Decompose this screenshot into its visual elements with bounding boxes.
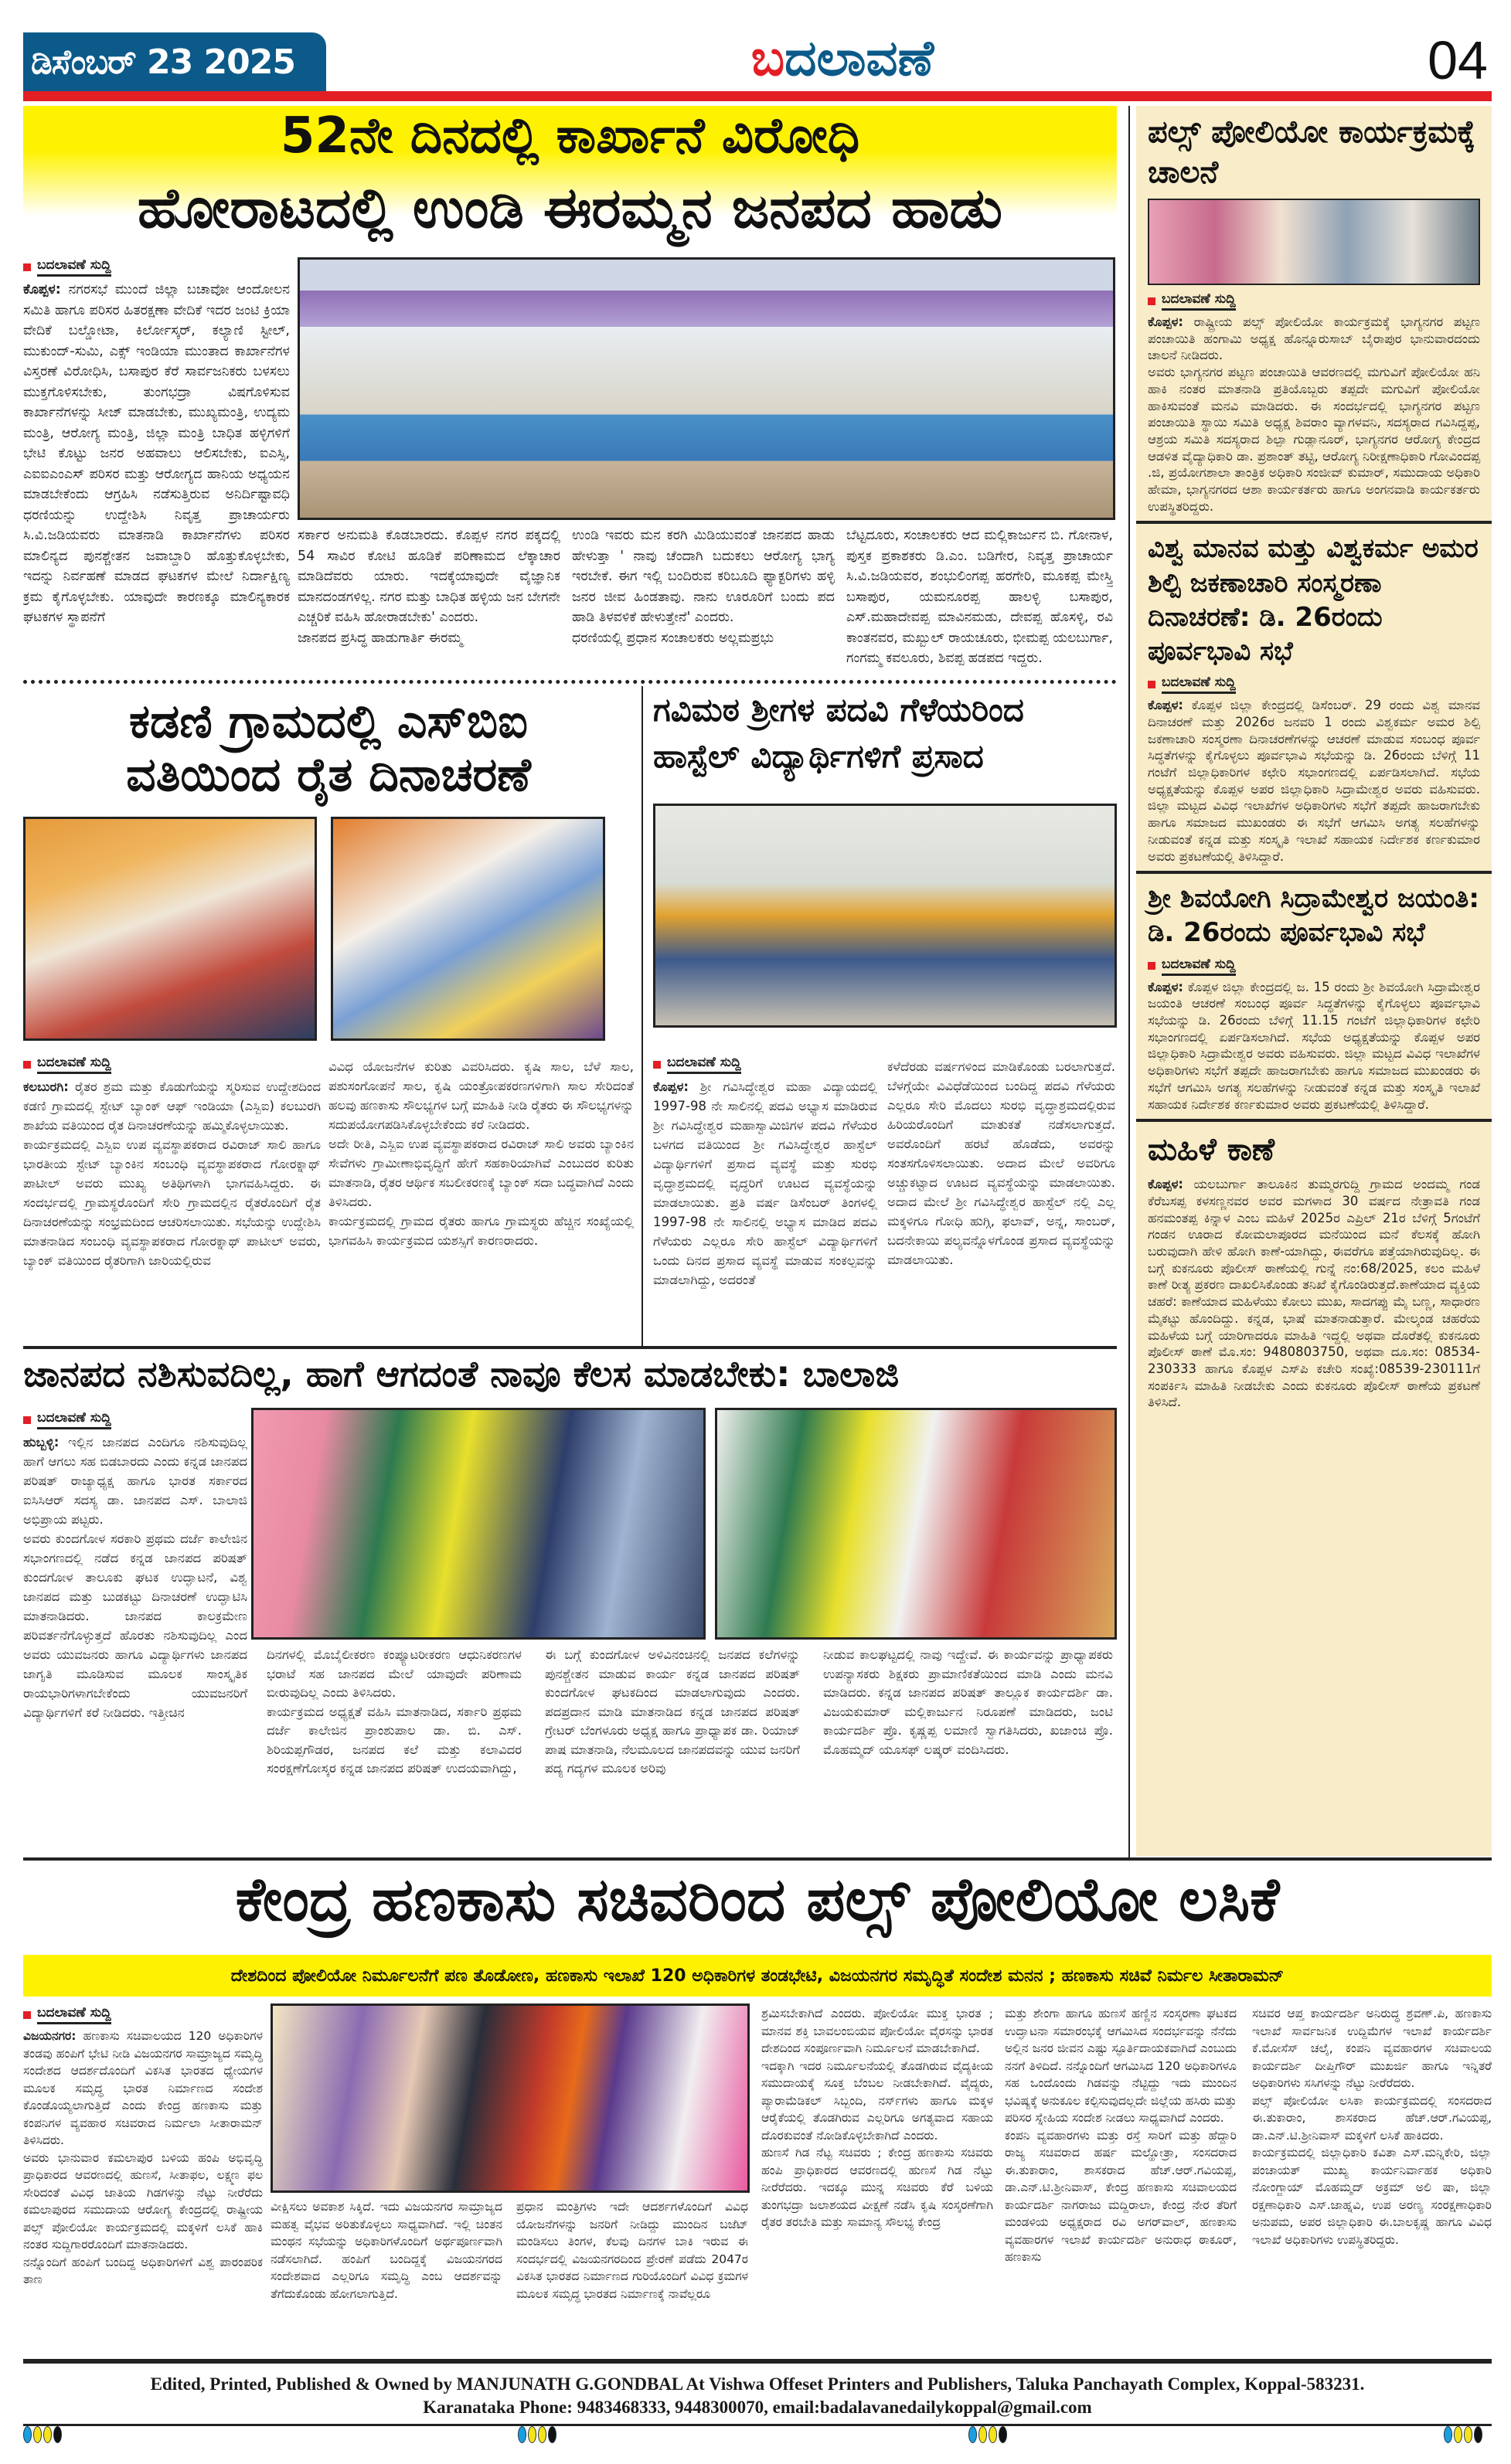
vishwa-article: ಬದಲಾವಣೆ ಸುದ್ದಿ ಕೊಪ್ಪಳ: ಕೊಪ್ಪಳ ಜಿಲ್ಲಾ ಕೇಂದ್ರದಲ್ಲಿ ಡಿಸೆಂಬರ್. 29 ರಂದು ವಿಶ್ವ ಮಾನವ ದಿನಾಚರಣೆ ಮತ್ತು 2026ರ ಜನವರಿ 1 ರಂದು ವಿಶ್ವಕರ್ಮ ಅಮರ ಶಿಲ್ಪಿ ಜಕಣಾಚಾರಿ ಸಂಸ್ಮರಣಾ ದಿನಾಚರಣೆಗಳನ್ನು ಆಚರಣೆ ಮಾಡುವ ಸಂಬಂಧ ಪೂರ್ವ ಸಿದ್ಧತೆಗಳನ್ನು ಕೈಗೊಳ್ಳಲು ಪೂರ್ವಭಾವಿ ಸಭೆಯನ್ನು ಡಿ. 26ರಂದು ಬೆಳಿಗ್ಗೆ 11 ಗಂಟೆಗೆ ಜಿಲ್ಲಾಧಿಕಾರಿಗಳ ಕಛೇರಿ ಸಭಾಂಗಣದಲ್ಲಿ ಏರ್ಪಡಿಸಲಾಗಿದೆ. ಸಭೆಯ ಅಧ್ಯಕ್ಷತೆಯನ್ನು ಕೊಪ್ಪಳ ಅಪರ ಜಿಲ್ಲಾಧಿಕಾರಿ ಸಿದ್ರಾಮೇಶ್ವರ ಅವರು ವಹಿಸುವರು. ಜಿಲ್ಲಾ ಮಟ್ಟದ ವಿವಿಧ ಇಲಾಖೆಗಳ ಅಧಿಕಾರಿಗಳು ಸಭೆಗೆ ತಪ್ಪದೇ ಹಾಜರಾಗಬೇಕು ಹಾಗೂ ಸಮಾಜದ ಮುಖಂಡರು ಈ ಸಭೆಗೆ ಆಗಮಿಸಿ ಅಗತ್ಯ ಸಲಹೆಗಳನ್ನು ನೀಡುವಂತೆ ಕನ್ನಡ ಮತ್ತು ಸಂಸ್ಕೃತಿ ಇಲಾಖೆ ಸಹಾಯಕ ನಿರ್ದೇಶಕ ಕರ್ಣಕುಮಾರ ಅವರು ಪ್ರಕಟಣೆಯಲ್ಲಿ ತಿಳಿಸಿದ್ದಾರೆ. — [1148, 675, 1480, 864]
gavimath-headline — [653, 692, 1117, 776]
sidebar — [1136, 106, 1492, 1856]
kendra-text-col2: ವೀಕ್ಷಿಸಲು ಅವಕಾಶ ಸಿಕ್ಕಿದೆ. ಇದು ವಿಜಯನಗರ ಸಾಮ್ರಾಜ್ಯದ ಮಹತ್ವ ವೈಭವ ಅರಿತುಕೊಳ್ಳಲು ಸಾಧ್ಯವಾಗಿದೆ. ಇಲ್ಲಿ ಚಿಂತನ ಮಂಥನ ಸಭೆಯನ್ನು ಅಧಿಕಾರಿಗಳೊಂದಿಗೆ ಅರ್ಥಪೂರ್ಣವಾಗಿ ನಡೆಸಲಾಗಿದೆ. ಹಂಪಿಗೆ ಬಂದಿದ್ದಕ್ಕೆ ವಿಜಯನಗರದ ಸಂದೇಶವಾದ ಎಲ್ಲರಿಗೂ ಸಮೃದ್ಧಿ ಎಂಬ ಆದರ್ಶವನ್ನು ತೆಗೆದುಕೊಂಡು ಹೋಗಲಾಗುತ್ತಿದೆ. — [271, 2200, 502, 2301]
byline: ಬದಲಾವಣೆ ಸುದ್ದಿ — [1148, 675, 1480, 694]
gavimath-headline-line1: ಗವಿಮಠ ಶ್ರೀಗಳ ಪದವಿ ಗೆಳೆಯರಿಂದ — [653, 691, 1024, 729]
janapada-certificate-photo — [715, 1408, 1117, 1640]
janapada-text-col1: ಬದಲಾವಣೆ ಸುದ್ದಿ ಹುಬ್ಬಳ್ಳಿ: ಇಲ್ಲಿನ ಜಾನಪದ ಎಂದಿಗೂ ನಶಿಸುವುದಿಲ್ಲ ಹಾಗೆ ಆಗಲು ಸಹ ಬಿಡಬಾರದು ಎಂದು ಕನ್ನಡ ಜಾನಪದ ಪರಿಷತ್ ರಾಜ್ಯಾಧ್ಯಕ್ಷ ಹಾಗೂ ಭಾರತ ಸರ್ಕಾರದ ಐಸಿಸಿಆರ್ ಸದಸ್ಯ ಡಾ. ಜಾನಪದ ಎಸ್. ಬಾಲಾಜಿ ಅಭಿಪ್ರಾಯ ಪಟ್ಟರು. ಅವರು ಕುಂದಗೋಳ ಸರಕಾರಿ ಪ್ರಥಮ ದರ್ಜೆ ಕಾಲೇಜಿನ ಸಭಾಂಗಣದಲ್ಲಿ ನಡೆದ ಕನ್ನಡ ಜಾನಪದ ಪರಿಷತ್ ಕುಂದಗೋಳ ತಾಲೂಕು ಘಟಕ ಉದ್ಘಾಟನೆ, ವಿಶ್ವ ಜಾನಪದ ಮತ್ತು ಬುಡಕಟ್ಟು ದಿನಾಚರಣೆ ಉದ್ಘಾಟಿಸಿ ಮಾತನಾಡಿದರು. ಜಾನಪದ ಕಾಲಕ್ರಮೇಣ ಪರಿವರ್ತನೆಗೊಳ್ಳುತ್ತದೆ ಹೊರತು ನಶಿಸುವುದಿಲ್ಲ ಎಂದ ಅವರು ಯುವಜನರು ಹಾಗೂ ವಿದ್ಯಾರ್ಥಿಗಳು ಜಾನಪದ ಜಾಗೃತಿ ಮೂಡಿಸುವ ಮೂಲಕ ಸಾಂಸ್ಕೃತಿಕ ರಾಯಭಾರಿಗಳಾಗಬೇಕೆಂದು ಯುವಜನರಿಗೆ ವಿದ್ಯಾರ್ಥಿಗಳಿಗೆ ಕರೆ ನೀಡಿದರು. ಇತ್ತೀಚಿನ — [23, 1410, 247, 1720]
byline: ಬದಲಾವಣೆ ಸುದ್ದಿ — [653, 1055, 877, 1074]
polio-side-headline: ಪಲ್ಸ್ ಪೋಲಿಯೋ ಕಾರ್ಯಕ್ರಮಕ್ಕೆ ಚಾಲನೆ — [1148, 114, 1475, 190]
lead-text-col1 — [23, 257, 290, 675]
missing-headline: ಮಹಿಳೆ ಕಾಣೆ — [1148, 1132, 1275, 1168]
divider — [1136, 1119, 1492, 1122]
vishwa-headline: ವಿಶ್ವ ಮಾನವ ಮತ್ತು ವಿಶ್ವಕರ್ಮ ಅಮರ ಶಿಲ್ಪಿ ಜಕಣಾಚಾರಿ ಸಂಸ್ಮರಣಾ ದಿನಾಚರಣೆ: ಡಿ. 26ರಂದು ಪೂರ್ವಭಾವಿ ಸಭೆ — [1148, 533, 1479, 667]
byline: ಬದಲಾವಣೆ ಸುದ್ದಿ — [1148, 957, 1480, 976]
imprint-line2: Karanataka Phone: 9483468333, 9448300070, email:badalavanedailykoppal@gmail.com — [423, 2398, 1092, 2417]
lead-protest-photo — [298, 257, 1115, 520]
registration-marks-3 — [968, 2426, 1007, 2443]
janapada-plant-photo — [251, 1408, 706, 1640]
janapada-text-col4: ನೀಡುವ ಕಾಲಘಟ್ಟದಲ್ಲಿ ನಾವು ಇದ್ದೇವೆ. ಈ ಕಾರ್ಯವನ್ನು ಪ್ರಾಧ್ಯಾಪಕರು ಉಪನ್ಯಾಸಕರು ಶಿಕ್ಷಕರು ಪ್ರಾಮಾಣಿಕತೆಯಿಂದ ಮಾಡಿ ಎಂದು ಮನವಿ ಮಾಡಿದರು. ಕನ್ನಡ ಜಾನಪದ ಪರಿಷತ್ ತಾಲ್ಲೂಕ ಕಾರ್ಯದರ್ಶಿ ಡಾ. ವಿಜಯಕುಮಾರ್ ಮಲ್ಲಿಕಾರ್ಜುನ ನಿರೂಪಣೆ ಮಾಡಿದರು, ಜಂಟಿ ಕಾರ್ಯದರ್ಶಿ ಪ್ರೊ. ಕೃಷ್ಣಪ್ಪ ಲಮಾಣಿ ಸ್ವಾಗತಿಸಿದರು, ಖಜಾಂಚಿ ಪ್ರೊ. ಮೊಹಮ್ಮದ್ ಯೂಸಫ್ ಲಷ್ಕರ್ ವಂದಿಸಿದರು. — [823, 1647, 1113, 1757]
kendra-headline: ಕೇಂದ್ರ ಹಣಕಾಸು ಸಚಿವರಿಂದ ಪಲ್ಸ್ ಪೋಲಿಯೋ ಲಸಿಕೆ — [235, 1865, 1280, 1935]
kendra-text-col1: ಬದಲಾವಣೆ ಸುದ್ದಿ ವಿಜಯನಗರ: ಹಣಕಾಸು ಸಚಿವಾಲಯದ 120 ಅಧಿಕಾರಿಗಳ ತಂಡವು ಹಂಪಿಗೆ ಭೇಟಿ ನೀಡಿ ವಿಜಯನಗರ ಸಾಮ್ರಾಜ್ಯದ ಸಮೃದ್ಧಿ ಸಂದೇಶದ ಆದರ್ಶದೊಂದಿಗೆ ವಿಕಸಿತ ಭಾರತದ ಧ್ಯೇಯಗಳ ಮೂಲಕ ಸಮೃದ್ಧ ಭಾರತ ನಿರ್ಮಾಣದ ಸಂದೇಶ ಕೊಂಡೊಯ್ಯಲಾಗುತ್ತಿದೆ ಎಂದು ಕೇಂದ್ರ ಹಣಕಾಸು ಮತ್ತು ಕಂಪನಿಗಳ ವ್ಯವಹಾರ ಸಚಿವರಾದ ನಿರ್ಮಲಾ ಸೀತಾರಾಮನ್ ತಿಳಿಸಿದರು. ಅವರು ಭಾನುವಾರ ಕಮಲಾಪುರ ಬಳಿಯ ಹಂಪಿ ಅಭಿವೃದ್ಧಿ ಪ್ರಾಧಿಕಾರದ ಆವರಣದಲ್ಲಿ ಹುಣಸೆ, ಸೀತಾಫಲ, ಲಕ್ಷ್ಮಣ ಫಲ ಸೇರಿದಂತೆ ವಿವಿಧ ಜಾತಿಯ ಗಿಡಗಳನ್ನು ನೆಟ್ಟು ನೀರೆರೆದು ಕಮಲಾಪುರದ ಸಮುದಾಯ ಆರೋಗ್ಯ ಕೇಂದ್ರದಲ್ಲಿ ರಾಷ್ಟ್ರೀಯ ಪಲ್ಸ್ ಪೋಲಿಯೋ ಕಾರ್ಯಕ್ರಮದಲ್ಲಿ ಮಕ್ಕಳಿಗೆ ಲಸಿಕೆ ಹಾಕಿ ನಂತರ ಸುದ್ದಿಗಾರರೊಂದಿಗೆ ಮಾತನಾಡಿದರು. ನನ್ನೊಂದಿಗೆ ಹಂಪಿಗೆ ಬಂದಿದ್ದ ಅಧಿಕಾರಿಗಳಿಗೆ ವಿಶ್ವ ಪಾರಂಪರಿಕ ತಾಣ — [23, 2005, 263, 2286]
kadani-text-col1: ಬದಲಾವಣೆ ಸುದ್ದಿ ಕಲಬುರಗಿ: ರೈತರ ಶ್ರಮ ಮತ್ತು ಕೊಡುಗೆಯನ್ನು ಸ್ಮರಿಸುವ ಉದ್ದೇಶದಿಂದ ಕಡಣಿ ಗ್ರಾಮದಲ್ಲಿ ಸ್ಟೇಟ್ ಬ್ಯಾಂಕ್ ಆಫ್ ಇಂಡಿಯಾ (ಎಸ್ಬಿಐ) ಕಲಬುರಗಿ ಶಾಖೆಯ ವತಿಯಿಂದ ರೈತ ದಿನಾಚರಣೆಯನ್ನು ಹಮ್ಮಿಕೊಳ್ಳಲಾಯಿತು. ಕಾರ್ಯಕ್ರಮದಲ್ಲಿ ಎಸ್ಬಿಐ ಉಪ ವ್ಯವಸ್ಥಾಪಕರಾದ ರವಿರಾಜ್ ಸಾಲಿ ಹಾಗೂ ಭಾರತೀಯ ಸ್ಟೇಟ್ ಬ್ಯಾಂಕಿನ ಸಂಬಂಧಿ ವ್ಯವಸ್ಥಾಪಕರಾದ ಗೋರಕ್ನಾಥ್ ಪಾಟೀಲ್ ಅವರು ಮುಖ್ಯ ಅತಿಥಿಗಳಾಗಿ ಭಾಗವಹಿಸಿದ್ದರು. ಈ ಸಂದರ್ಭದಲ್ಲಿ ಗ್ರಾಮಸ್ಥರೊಂದಿಗೆ ಸೇರಿ ಗ್ರಾಮದಲ್ಲಿನ ರೈತರೊಂದಿಗೆ ರೈತ ದಿನಾಚರಣೆಯನ್ನು ಸಂಭ್ರಮದಿಂದ ಆಚರಿಸಲಾಯಿತು. ಸಭೆಯನ್ನು ಉದ್ದೇಶಿಸಿ ಮಾತನಾಡಿದ ಸಂಬಂಧಿ ವ್ಯವಸ್ಥಾಪಕರಾದ ಗೋರಕ್ನಾಥ್ ಪಾಟೀಲ್ ಅವರು, ಬ್ಯಾಂಕ್ ವತಿಯಿಂದ ರೈತರಿಗಾಗಿ ಜಾರಿಯಲ್ಲಿರುವ — [23, 1055, 321, 1268]
kadani-headline-line2: ವತಿಯಿಂದ ರೈತ ದಿನಾಚರಣೆ — [126, 748, 531, 802]
sidebar-vrule — [1128, 106, 1130, 1860]
imprint-line1: Edited, Printed, Published & Owned by MANJUNATH G.GONDBAL At Vishwa Offeset Printers and Publishers, Taluka Panchayath Complex, Koppal-583231. — [150, 2374, 1365, 2394]
date-badge: ಡಿಸೆಂಬರ್ 23 2025 — [23, 32, 326, 91]
kendra-text-col3: ಪ್ರಧಾನ ಮಂತ್ರಿಗಳು ಇದೇ ಆದರ್ಶಗಳೊಂದಿಗೆ ವಿವಿಧ ಯೋಜನೆಗಳನ್ನು ಜನರಿಗೆ ನೀಡಿದ್ದು ಮುಂದಿನ ಬಜೆಟ್ ಮಂಡಿಸಲು ತಿಂಗಳ, ಕೆಲವು ದಿನಗಳ ಬಾಕಿ ಇರುವ ಈ ಸಂದರ್ಭದಲ್ಲಿ ವಿಜಯನಗರದಿಂದ ಪ್ರೇರಣೆ ಪಡೆದು 2047ರ ವಿಕಸಿತ ಭಾರತದ ನಿರ್ಮಾಣದ ಗುರಿಯೊಂದಿಗೆ ವಿವಿಧ ಕ್ರಮಗಳ ಮೂಲಕ ಸಮೃದ್ಧ ಭಾರತದ ನಿರ್ಮಾಣಕ್ಕೆ ನಾವೆಲ್ಲರೂ — [516, 2200, 748, 2301]
kendra-text-col5: ಮತ್ತು ಶೇಂಗಾ ಹಾಗೂ ಹುಣಸೆ ಹಣ್ಣಿನ ಸಂಸ್ಕರಣಾ ಘಟಕದ ಉದ್ಘಾಟನಾ ಸಮಾರಂಭಕ್ಕೆ ಆಗಮಿಸಿದ ಸಂದರ್ಭವನ್ನು ನೆನೆದು ಅಲ್ಲಿನ ಜನರ ಜೀವನ ಎಷ್ಟು ಸ್ಫೂರ್ತಿದಾಯಕವಾಗಿದೆ ಎಂಬುದು ನನಗೆ ತಿಳಿದಿದೆ. ನನ್ನೊಂದಿಗೆ ಆಗಮಿಸಿದ 120 ಅಧಿಕಾರಿಗಳೂ ಸಹ ಒಂದೊಂದು ಗಿಡವನ್ನು ನೆಟ್ಟಿದ್ದು ಇದು ಮುಂದಿನ ಭವಿಷ್ಯಕ್ಕೆ ಅನುಕೂಲ ಕಲ್ಪಿಸುವುದಲ್ಲದೇ ಜಿಲ್ಲೆಯ ಹಸಿರು ಮತ್ತು ಪರಿಸರ ಸ್ನೇಹಿಯ ಸಂದೇಶ ನೀಡಲು ಸಾಧ್ಯವಾಗಿದೆ ಎಂದರು. ಕಂಪನಿ ವ್ಯವಹಾರಗಳು ಮತ್ತು ರಸ್ತೆ ಸಾರಿಗೆ ಮತ್ತು ಹೆದ್ದಾರಿ ರಾಜ್ಯ ಸಚಿವರಾದ ಹರ್ಷ ಮಲ್ಹೋತ್ರಾ, ಸಂಸದರಾದ ಈ.ತುಕಾರಾಂ, ಶಾಸಕರಾದ ಹೆಚ್.ಆರ್.ಗವಿಯಪ್ಪ, ಡಾ.ಎನ್.ಟಿ.ಶ್ರೀನಿವಾಸ್, ಕೇಂದ್ರ ಹಣಕಾಸು ಸಚಿವಾಲಯದ ಕಾರ್ಯದರ್ಶಿ ನಾಗರಾಜು ಮದ್ದಿರಾಲಾ, ಕೇಂದ್ರ ನೇರ ತೆರಿಗೆ ಮಂಡಳಿಯ ಅಧ್ಯಕ್ಷರಾದ ರವಿ ಅಗರ್‌ವಾಲ್, ಹಣಕಾಸು ವ್ಯವಹಾರಗಳ ಇಲಾಖೆ ಕಾರ್ಯದರ್ಶಿ ಅನುರಾಧ ಠಾಕೂರ್, ಹಣಕಾಸು — [1005, 2007, 1237, 2264]
byline: ಬದಲಾವಣೆ ಸುದ್ದಿ — [23, 2005, 263, 2024]
bottom-rule — [23, 2424, 1492, 2426]
lead-headline-line2: ಹೋರಾಟದಲ್ಲಿ ಉಂಡಿ ಈರಮ್ಮನ ಜನಪದ ಹಾಡು — [137, 175, 1003, 240]
divider — [1136, 521, 1492, 524]
page-number: 04 — [1428, 30, 1488, 90]
gavimath-hostel-photo — [653, 804, 1117, 1028]
janapada-headline: ಜಾನಪದ ನಶಿಸುವದಿಲ್ಲ, ಹಾಗೆ ಆಗದಂತೆ ನಾವೂ ಕೆಲಸ ಮಾಡಬೇಕು: ಬಾಲಾಜಿ — [23, 1353, 900, 1395]
article-text: ನಗರಸಭೆ ಮುಂದೆ ಜಿಲ್ಲಾ ಬಚಾವೋ ಆಂದೋಲನ ಸಮಿತಿ ಹಾಗೂ ಪರಿಸರ ಹಿತರಕ್ಷಣಾ ವೇದಿಕೆ ಇದರ ಜಂಟಿ ಕ್ರಿಯಾ ವೇದಿಕೆ ಬಲ್ಡೋಟಾ, ಕಿರ್ಲೋಸ್ಕರ್, ಕಲ್ಯಾಣಿ ಸ್ಟೀಲ್, ಮುಕುಂದ್-ಸುಮಿ, ಎಕ್ಸ್ ಇಂಡಿಯಾ ಮುಂತಾದ ಕಾರ್ಖಾನೆಗಳ ವಿಸ್ತರಣೆ ವಿರೋಧಿಸಿ, ಬಸಾಪುರ ಕೆರೆ ಸಾರ್ವಜನಿಕರು ಬಳಸಲು ಮುಕ್ತಗೊಳಿಸಬೇಕು, ತುಂಗಭದ್ರಾ ವಿಷಗೊಳಿಸುವ ಕಾರ್ಖಾನೆಗಳನ್ನು ಸೀಜ್ ಮಾಡಬೇಕು, ಮುಖ್ಯಮಂತ್ರಿ, ಉದ್ಯಮ ಮಂತ್ರಿ, ಆರೋಗ್ಯ ಮಂತ್ರಿ, ಜಿಲ್ಲಾ ಮಂತ್ರಿ ಬಾಧಿತ ಹಳ್ಳಿಗಳಿಗೆ ಭೇಟಿ ಕೊಟ್ಟು ಜನರ ಅಹವಾಲು ಆಲಿಸಬೇಕು, ಐಎಸ್ಸಿ, ಎಐಐಎಂಎಸ್ ಪರಿಸರ ಮತ್ತು ಆರೋಗ್ಯದ ಹಾನಿಯ ಅಧ್ಯಯನ ಮಾಡಬೇಕೆಂದು ಆಗ್ರಹಿಸಿ ನಡೆಸುತ್ತಿರುವ ಅನಿರ್ದಿಷ್ಟಾವಧಿ ಧರಣಿಯನ್ನು ಉದ್ದೇಶಿಸಿ ನಿವೃತ್ತ ಪ್ರಾಚಾರ್ಯರು ಸಿ.ವಿ.ಜಡಿಯವರು ಮಾತನಾಡಿ ಕಾರ್ಖಾನೆಗಳು ಪರಿಸರ ಮಾಲಿನ್ಯದ ಪುನಶ್ಚೇತನ ಜವಾಬ್ದಾರಿ ಹೊತ್ತುಕೊಳ್ಳಬೇಕು, ಇದನ್ನು ನಿರ್ವಹಣೆ ಮಾಡದ ಘಟಕಗಳ ಮೇಲೆ ನಿರ್ದಾಕ್ಷಿಣ್ಯ ಕ್ರಮ ಕೈಗೊಳ್ಳಬೇಕು. ಯಾವುದೇ ಕಾರಣಕ್ಕೂ ಮಾಲಿನ್ಯಕಾರಕ ಘಟಕಗಳ ಸ್ಥಾಪನೆಗೆ — [23, 282, 290, 625]
logo-first-letter: ಬ — [750, 30, 785, 87]
janapada-text-col3: ಈ ಬಗ್ಗೆ ಕುಂದಗೋಳ ಅಳಿವಿನಂಚಿನಲ್ಲಿ ಜನಪದ ಕಲೆಗಳನ್ನು ಪುನಶ್ಚೇತನ ಮಾಡುವ ಕಾರ್ಯ ಕನ್ನಡ ಜಾನಪದ ಪರಿಷತ್ ಕುಂದಗೋಳ ಘಟಕದಿಂದ ಮಾಡಲಾಗುವುದು ಎಂದರು. ಪದಪ್ರದಾನ ಮಾಡಿ ಮಾತನಾಡಿದ ಕನ್ನಡ ಜಾನಪದ ಪರಿಷತ್ ಗ್ರೇಟರ್ ಬೆಂಗಳೂರು ಅಧ್ಯಕ್ಷ ಹಾಗೂ ಪ್ರಾಧ್ಯಾಪಕ ಡಾ. ರಿಯಾಜ್ ಪಾಷ ಮಾತನಾಡಿ, ನೆಲಮೂಲದ ಜಾನಪದವನ್ನು ಯುವ ಜನರಿಗೆ ಪದ್ಯ ಗದ್ಯಗಳ ಮೂಲಕ ಅರಿವು — [545, 1647, 800, 1776]
divider — [23, 1346, 1117, 1349]
divider — [23, 1857, 1492, 1861]
byline: ಬದಲಾವಣೆ ಸುದ್ದಿ — [23, 257, 290, 277]
janapada-text-col2: ದಿನಗಳಲ್ಲಿ ಮೊಬೈಲೀಕರಣ ಕಂಪ್ಯೂಟರೀಕರಣ ಆಧುನಿಕರಣಗಳ ಭರಾಟೆ ಸಹ ಜಾನಪದ ಮೇಲೆ ಯಾವುದೇ ಪರಿಣಾಮ ಬೀರುವುದಿಲ್ಲ ಎಂದು ತಿಳಿಸಿದರು. ಕಾರ್ಯಕ್ರಮದ ಅಧ್ಯಕ್ಷತೆ ವಹಿಸಿ ಮಾತನಾಡಿದ, ಸರ್ಕಾರಿ ಪ್ರಥಮ ದರ್ಜೆ ಕಾಲೇಜಿನ ಪ್ರಾಂಶುಪಾಲ ಡಾ. ಬಿ. ಎಸ್. ಶಿರಿಯಪ್ಪಗೌಡರ, ಜನಪದ ಕಲೆ ಮತ್ತು ಕಲಾವಿದರ ಸಂರಕ್ಷಣೆಗೋಸ್ಕರ ಕನ್ನಡ ಜಾನಪದ ಪರಿಷತ್ ಉದಯವಾಗಿದ್ದು, — [267, 1647, 522, 1776]
masthead-red-rule — [23, 91, 1492, 101]
lead-text-col3: ಉಂಡಿ ಇವರು ಮನ ಕರಗಿ ಮಿಡಿಯುವಂತೆ ಜಾನಪದ ಹಾಡು ಹೇಳುತ್ತಾ ' ನಾವು ಚೆಂದಾಗಿ ಬದುಕಲು ಆರೋಗ್ಯ ಭಾಗ್ಯ ಇರಬೇಕೆ. ಈಗ ಇಲ್ಲಿ ಬಂದಿರುವ ಕರಿಬೂದಿ ಫ್ಯಾಕ್ಟರಿಗಳು ಹಳ್ಳಿ ಜನರ ಜೀವ ಹಿಂಡತಾವು. ನಾನು ಊರೂರಿಗೆ ಬಂದು ಪದ ಹಾಡಿ ತಿಳವಳಿಕೆ ಹೇಳುತ್ತೇನೆ' ಎಂದರು. ಧರಣಿಯಲ್ಲಿ ಪ್ರಧಾನ ಸಂಚಾಲಕರು ಅಲ್ಲಮಪ್ರಭು — [572, 528, 835, 646]
registration-marks-4 — [1444, 2426, 1482, 2443]
gavimath-text-col2: ಕಳೆದೆರಡು ವರ್ಷಗಳಿಂದ ಮಾಡಿಕೊಂಡು ಬರಲಾಗುತ್ತದೆ. ಬೆಳಗ್ಗೆಯೇ ವಿವಿಧೆಡೆಯಿಂದ ಬಂದಿದ್ದ ಪದವಿ ಗೆಳೆಯರು ಎಲ್ಲರೂ ಸೇರಿ ಮೊದಲು ಸುರಭಿ ವೃದ್ಧಾಶ್ರಮದಲ್ಲಿರುವ ಹಿರಿಯರೊಂದಿಗೆ ಮಾತುಕತೆ ನಡೆಸಲಾಗುತ್ತದೆ. ಅವರೊಂದಿಗೆ ಹರಟೆ ಹೊಡೆದು, ಅವರನ್ನು ಸಂತಸಗೊಳಿಸಲಾಯಿತು. ಅದಾದ ಮೇಲೆ ಅವರಿಗೂ ಅಚ್ಚುಕಟ್ಟಾದ ಊಟದ ವ್ಯವಸ್ಥೆಯನ್ನು ಮಾಡಲಾಯಿತು. ಅದಾದ ಮೇಲೆ ಶ್ರೀ ಗವಿಸಿದ್ಧೇಶ್ವರ ಹಾಸ್ಟೆಲ್ ನಲ್ಲಿ ಎಲ್ಲ ಮಕ್ಕಳಿಗೂ ಗೋಧಿ ಹುಗ್ಗಿ, ಫಲಾವ್, ಅನ್ನ, ಸಾಂಬರ್, ಬದನೇಕಾಯಿ ಪಲ್ಯವನ್ನೊಳಗೊಂಡ ಪ್ರಸಾದ ವ್ಯವಸ್ಥೆಯನ್ನು ಮಾಡಲಾಯಿತು. — [887, 1059, 1115, 1267]
kendra-text-col4: ಶ್ರಮಿಸಬೇಕಾಗಿದೆ ಎಂದರು. ಪೋಲಿಯೋ ಮುಕ್ತ ಭಾರತ ; ಮಾನವ ಶಕ್ತಿ ಬಾವಲಂಬಿಯವ ಪೋಲಿಯೋ ವೈರಸನ್ನು ಭಾರತ ದೇಶದಿಂದ ಸಂಪೂರ್ಣವಾಗಿ ನಿರ್ಮೂಲನೆ ಮಾಡಬೇಕಾಗಿದೆ. ಇದಕ್ಕಾಗಿ ಇದರ ನಿರ್ಮೂಲನೆಯಲ್ಲಿ ತೊಡಗಿರುವ ವೈದ್ಯಕೀಯ ಸಮುದಾಯಕ್ಕೆ ಸೂಕ್ತ ಬೆಂಬಲ ನೀಡಬೇಕಾಗಿದೆ. ವೈದ್ಯರು, ಪ್ಯಾರಾಮೆಡಿಕಲ್ ಸಿಬ್ಬಂದಿ, ನರ್ಸ್‌ಗಳು ಹಾಗೂ ಮಕ್ಕಳ ಆರೈಕೆಯಲ್ಲಿ ತೊಡಗಿರುವ ಎಲ್ಲರಿಗೂ ಅಗತ್ಯವಾದ ಸಹಾಯ ದೊರಕುವಂತೆ ನೋಡಿಕೊಳ್ಳಬೇಕಾಗಿದೆ ಎಂದರು. ಹುಣಸೆ ಗಿಡ ನೆಟ್ಟ ಸಚಿವರು ; ಕೇಂದ್ರ ಹಣಕಾಸು ಸಚಿವರು ಹಂಪಿ ಪ್ರಾಧಿಕಾರದ ಆವರಣದಲ್ಲಿ ಹುಣಸೆ ಗಿಡ ನೆಟ್ಟು ನೀರೆರೆದರು. ಇದಕ್ಕೂ ಮುನ್ನ ಸಚಿವರು ಕೆರೆ ಬಳಿಯ ತುಂಗಭದ್ರಾ ಜಲಾಶಯದ ವೀಕ್ಷಣೆ ನಡೆಸಿ ಕೃಷಿ ಸಂಸ್ಕರಣೆಗಾಗಿ ರೈತರ ತರಬೇತಿ ಮತ್ತು ಸಾಮಾನ್ಯ ಸೌಲಭ್ಯ ಕೇಂದ್ರ — [761, 2007, 993, 2229]
dateline: ಕೊಪ್ಪಳ: — [23, 282, 61, 297]
byline: ಬದಲಾವಣೆ ಸುದ್ದಿ — [23, 1410, 247, 1429]
byline: ಬದಲಾವಣೆ ಸುದ್ದಿ — [1148, 291, 1480, 311]
divider — [1136, 871, 1492, 874]
lead-text-col2: ಸರ್ಕಾರ ಅನುಮತಿ ಕೊಡಬಾರದು. ಕೊಪ್ಪಳ ನಗರ ಪಕ್ಕದಲ್ಲಿ 54 ಸಾವಿರ ಕೋಟಿ ಹೂಡಿಕೆ ಪರಿಣಾಮದ ಲೆಕ್ಕಾಚಾರ ಮಾಡಿದೆವರು ಯಾರು. ಇದಕ್ಕೆಯಾವುದೇ ವೈಜ್ಞಾನಿಕ ಮಾನದಂಡಗಳಿಲ್ಲ. ನಗರ ಮತ್ತು ಬಾಧಿತ ಹಳ್ಳಿಯ ಜನ ಬೇಗನೇ ಎಚ್ಚರಿಕೆ ವಹಿಸಿ ಹೋರಾಡಬೇಕು' ಎಂದರು. ಜಾನಪದ ಪ್ರಸಿದ್ಧ ಹಾಡುಗಾರ್ತಿ ಈರಮ್ಮ — [298, 528, 560, 646]
dotted-divider — [23, 680, 1117, 684]
kadani-photo-1 — [23, 817, 317, 1041]
logo-rest: ದಲಾವಣೆ — [784, 30, 934, 87]
lead-text-col4: ಬೆಟ್ಟದೂರು, ಸಂಚಾಲಕರು ಆದ ಮಲ್ಲಿಕಾರ್ಜುನ ಬಿ. ಗೋನಾಳ, ಪುಸ್ತಕ ಪ್ರಕಾಶಕರು ಡಿ.ಎಂ. ಬಡಿಗೇರ, ನಿವೃತ್ತ ಪ್ರಾಚಾರ್ಯ ಸಿ.ವಿ.ಜಡಿಯವರ, ಶಂಭುಲಿಂಗಪ್ಪ ಹರಗೇರಿ, ಮೂಕಪ್ಪ ಮೇಸ್ತ್ರಿ ಬಸಾಪುರ, ಯಮನೂರಪ್ಪ ಹಾಲಳ್ಳಿ ಬಸಾಪುರ, ಎಸ್.ಮಹಾದೇವಪ್ಪ ಮಾವಿನಮಡು, ದೇವಪ್ಪ ಹೊಸಳ್ಳಿ, ರವಿ ಕಾಂತನವರ, ಮಖ್ಬುಲ್ ರಾಯಚೂರು, ಭೀಮಪ್ಪ ಯಲಬುರ್ಗಾ, ಗಂಗಮ್ಮ ಕವಲೂರು, ಶಿವಪ್ಪ ಹಡಪದ ಇದ್ದರು. — [846, 528, 1113, 666]
missing-article: ಕೊಪ್ಪಳ: ಯಲಬುರ್ಗಾ ತಾಲೂಕಿನ ತುಮ್ಮರಗುದ್ದಿ ಗ್ರಾಮದ ಅಂದಮ್ಮ ಗಂಡ ಕೆರೆಬಸಪ್ಪ ಕಳಸಣ್ಣನವರ ಅವರ ಮಗಳಾದ 30 ವರ್ಷದ ನೇತ್ರಾವತಿ ಗಂಡ ಹನಮಂತಪ್ಪ ಕಿನ್ನಾಳ ಎಂಬ ಮಹಿಳೆ 2025ರ ಎಪ್ರಿಲ್ 21ರ ಬೆಳಿಗ್ಗೆ 5ಗಂಟೆಗೆ ಗಂಡನ ಊರಾದ ಕೋಮಲಾಪೂರದ ಮನೆಯಿಂದ ಮನೆ ಕೆಲಸಕ್ಕೆ ಹೋಗಿ ಬರುವುದಾಗಿ ಹೇಳಿ ಹೋಗಿ ಕಾಣೆ-ಯಾಗಿದ್ದು, ಈವರೆಗೂ ಪತ್ತೆಯಾಗಿರುವುದಿಲ್ಲ. ಈ ಬಗ್ಗೆ ಕುಕನೂರು ಪೊಲೀಸ್ ಠಾಣೆಯಲ್ಲಿ ಗುನ್ನೆ ನಂ:68/2025, ಕಲಂ ಮಹಿಳೆ ಕಾಣೆ ರೀತ್ಯ ಪ್ರಕರಣ ದಾಖಲಿಸಿಕೊಂಡು ತನಿಖೆ ಕೈಗೊಂಡಿರುತ್ತದೆ.ಕಾಣೆಯಾದ ವ್ಯಕ್ತಿಯ ಚಹರೆ: ಕಾಣೆಯಾದ ಮಹಿಳೆಯು ಕೋಲು ಮುಖ, ಸಾದಗಪ್ಪು ಮೈ ಬಣ್ಣ, ಸಾಧಾರಣ ಮೈಕಟ್ಟು ಹೊಂದಿದ್ದು. ಕನ್ನಡ, ಭಾಷೆ ಮಾತನಾಡುತ್ತಾರೆ. ಮೇಲ್ಕಂಡ ಚಹರೆಯ ಮಹಿಳೆಯ ಬಗ್ಗೆ ಯಾರಿಗಾದರೂ ಮಾಹಿತಿ ಇದ್ದಲ್ಲಿ ಅಥವಾ ದೊರೆತಲ್ಲಿ ಕುಕನೂರು ಪೊಲೀಸ್ ಠಾಣೆ ಮೊ.ಸಂ: 9480803750, ಅಥವಾ ದೂ.ಸಂ: 08534-230333 ಹಾಗೂ ಕೊಪ್ಪಳ ಎಸ್‌ಪಿ ಕಚೇರಿ ಸಂಖ್ಯೆ:08539-230111ಗೆ ಸಂಪರ್ಕಿಸಿ ಮಾಹಿತಿ ನೀಡಬೇಕು ಎಂದು ಕುಕನೂರು ಪೊಲೀಸ್ ಠಾಣೆಯ ಪ್ರಕಟಣೆ ತಿಳಿಸಿದೆ. — [1148, 1177, 1480, 1410]
lead-headline-line1: 52ನೇ ದಿನದಲ್ಲಿ ಕಾರ್ಖಾನೆ ವಿರೋಧಿ — [280, 107, 860, 165]
byline: ಬದಲಾವಣೆ ಸುದ್ದಿ — [23, 1055, 321, 1074]
column-divider — [641, 686, 643, 1347]
masthead-logo — [680, 28, 1005, 90]
kadani-photo-2 — [331, 817, 605, 1041]
registration-marks-1 — [23, 2426, 62, 2443]
polio-side-article: ಬದಲಾವಣೆ ಸುದ್ದಿ ಕೊಪ್ಪಳ: ರಾಷ್ಟ್ರೀಯ ಪಲ್ಸ್ ಪೋಲಿಯೋ ಕಾರ್ಯಕ್ರಮಕ್ಕೆ ಭಾಗ್ಯನಗರ ಪಟ್ಟಣ ಪಂಚಾಯಿತಿ ಹಂಗಾಮಿ ಅಧ್ಯಕ್ಷ ಹೊನ್ನೂರುಸಾಬ್ ಬೈರಾಪುರ ಭಾನುವಾರದಂದು ಚಾಲನೆ ನೀಡಿದರು. ಅವರು ಭಾಗ್ಯನಗರ ಪಟ್ಟಣ ಪಂಚಾಯಿತಿ ಆವರಣದಲ್ಲಿ ಮಗುವಿಗೆ ಪೋಲಿಯೋ ಹನಿ ಹಾಕಿ ನಂತರ ಮಾತನಾಡಿ ಪ್ರತಿಯೊಬ್ಬರು ತಪ್ಪದೇ ಮಗುವಿಗೆ ಪೋಲಿಯೋ ಹಾಕಿಸುವಂತೆ ಮನವಿ ಮಾಡಿದರು. ಈ ಸಂದರ್ಭದಲ್ಲಿ ಭಾಗ್ಯನಗರ ಪಟ್ಟಣ ಪಂಚಾಯಿತಿ ಸ್ಥಾಯಿ ಸಮಿತಿ ಅಧ್ಯಕ್ಷ ಶಿವರಾಂ ವ್ಯಾಗಳವನಿ, ಸದಸ್ಯರಾದ ಗವಿಸಿದ್ದಪ್ಪ, ಆಶ್ರಯ ಸಮಿತಿ ಸದಸ್ಯರಾದ ಶಿಲ್ಪಾ ಗುಡ್ಲಾನೂರ್, ಭಾಗ್ಯನಗರ ಆರೋಗ್ಯ ಕೇಂದ್ರದ ಆಡಳಿತ ವೈದ್ಯಾಧಿಕಾರಿ ಡಾ. ಪ್ರಶಾಂತ್ ತಟ್ಟಿ, ಆರೋಗ್ಯ ನಿರೀಕ್ಷಣಾಧಿಕಾರಿ ಗೋವಿಂದಪ್ಪ .ಜಿ, ಪ್ರಯೋಗಶಾಲಾ ತಾಂತ್ರಿಕ ಅಧಿಕಾರಿ ಸಂಜೀವ್ ಕುಮಾರ್, ಸಮುದಾಯ ಅಧಿಕಾರಿ ಹೇಮಾ, ಭಾಗ್ಯನಗರದ ಆಶಾ ಕಾರ್ಯಕರ್ತರು ಹಾಗೂ ಅಂಗನವಾಡಿ ಕಾರ್ಯಕರ್ತರು ಉಪಸ್ಥಿತರಿದ್ದರು. — [1148, 291, 1480, 514]
kadani-text-col2: ವಿವಿಧ ಯೋಜನೆಗಳ ಕುರಿತು ವಿವರಿಸಿದರು. ಕೃಷಿ ಸಾಲ, ಬೆಳೆ ಸಾಲ, ಪಶುಸಂಗೋಪನೆ ಸಾಲ, ಕೃಷಿ ಯಂತ್ರೋಪಕರಣಗಳಿಗಾಗಿ ಸಾಲ ಸೇರಿದಂತೆ ಹಲವು ಹಣಕಾಸು ಸೌಲಭ್ಯಗಳ ಬಗ್ಗೆ ಮಾಹಿತಿ ನೀಡಿ ರೈತರು ಈ ಸೌಲಭ್ಯಗಳನ್ನು ಸದುಪಯೋಗಪಡಿಸಿಕೊಳ್ಳಬೇಕೆಂದು ಕರೆ ನೀಡಿದರು. ಅದೇ ರೀತಿ, ಎಸ್ಬಿಐ ಉಪ ವ್ಯವಸ್ಥಾಪಕರಾದ ರವಿರಾಜ್ ಸಾಲಿ ಅವರು ಬ್ಯಾಂಕಿನ ಸೇವೆಗಳು ಗ್ರಾಮೀಣಾಭಿವೃದ್ಧಿಗೆ ಹೇಗೆ ಸಹಕಾರಿಯಾಗಿವೆ ಎಂಬುದರ ಕುರಿತು ಮಾತನಾಡಿ, ರೈತರ ಆರ್ಥಿಕ ಸಬಲೀಕರಣಕ್ಕೆ ಬ್ಯಾಂಕ್ ಸದಾ ಬದ್ಧವಾಗಿದೆ ಎಂದು ತಿಳಿಸಿದರು. ಕಾರ್ಯಕ್ರಮದಲ್ಲಿ ಗ್ರಾಮದ ರೈತರು ಹಾಗೂ ಗ್ರಾಮಸ್ಥರು ಹೆಚ್ಚಿನ ಸಂಖ್ಯೆಯಲ್ಲಿ ಭಾಗವಹಿಸಿ ಕಾರ್ಯಕ್ರಮದ ಯಶಸ್ಸಿಗೆ ಕಾರಣರಾದರು. — [328, 1059, 634, 1248]
kendra-subhead: ದೇಶದಿಂದ ಪೋಲಿಯೋ ನಿರ್ಮೂಲನೆಗೆ ಪಣ ತೊಡೋಣ, ಹಣಕಾಸು ಇಲಾಖೆ 120 ಅಧಿಕಾರಿಗಳ ತಂಡಭೇಟಿ, ವಿಜಯನಗರ ಸಮೃದ್ಧಿತೆ ಸಂದೇಶ ಮನನ ; ಹಣಕಾಸು ಸಚಿವೆ ನಿರ್ಮಲ ಸೀತಾರಾಮನ್ — [230, 1966, 1285, 1986]
kendra-polio-drops-photo — [271, 2003, 750, 2193]
shivayogi-headline: ಶ್ರೀ ಶಿವಯೋಗಿ ಸಿದ್ರಾಮೇಶ್ವರ ಜಯಂತಿ: ಡಿ. 26ರಂದು ಪೂರ್ವಭಾವಿ ಸಭೆ — [1148, 883, 1479, 949]
polio-side-photo — [1148, 199, 1480, 285]
gavimath-text-col1: ಬದಲಾವಣೆ ಸುದ್ದಿ ಕೊಪ್ಪಳ: ಶ್ರೀ ಗವಿಸಿದ್ಧೇಶ್ವರ ಮಹಾ ವಿದ್ಯಾಯದಲ್ಲಿ 1997-98 ನೇ ಸಾಲಿನಲ್ಲಿ ಪದವಿ ಅಭ್ಯಾಸ ಮಾಡಿರುವ ಶ್ರೀ ಗವಿಸಿದ್ಧೇಶ್ವರ ಮಹಾಸ್ವಾಮಿಜಿಗಳ ಪದವಿ ಗೆಳೆಯರ ಬಳಗದ ವತಿಯಿಂದ ಶ್ರೀ ಗವಿಸಿದ್ಧೇಶ್ವರ ಹಾಸ್ಟೆಲ್ ವಿದ್ಯಾರ್ಥಿಗಳಿಗೆ ಪ್ರಸಾದ ವ್ಯವಸ್ಥೆ ಮತ್ತು ಸುರಭಿ ವೃದ್ಧಾಶ್ರಮದಲ್ಲಿ ವೃದ್ಧರಿಗೆ ಊಟದ ವ್ಯವಸ್ಥೆಯನ್ನು ಮಾಡಲಾಯಿತು. ಪ್ರತಿ ವರ್ಷ ಡಿಸೆಂಬರ್ ತಿಂಗಳಲ್ಲಿ 1997-98 ನೇ ಸಾಲಿನಲ್ಲಿ ಅಭ್ಯಾಸ ಮಾಡಿದ ಪದವಿ ಗೆಳೆಯರು ಎಲ್ಲರೂ ಸೇರಿ ಹಾಸ್ಟೆಲ್ ವಿದ್ಯಾರ್ಥಿಗಳಿಗೆ ಒಂದು ದಿನದ ಪ್ರಸಾದ ವ್ಯವಸ್ಥೆ ಮಾಡುವ ಸಂಕಲ್ಪವನ್ನು ಮಾಡಲಾಗಿದ್ದು, ಅದರಂತೆ — [653, 1055, 877, 1287]
footer-rule — [23, 2359, 1492, 2364]
kendra-text-col6: ಸಚಿವರ ಆಪ್ತ ಕಾರ್ಯದರ್ಶಿ ಅನಿರುದ್ಧ ಶ್ರವಣ್.ಪಿ, ಹಣಕಾಸು ಇಲಾಖೆ ಸಾರ್ವಜನಿಕ ಉದ್ದಿಮೆಗಳ ಇಲಾಖೆ ಕಾರ್ಯದರ್ಶಿ ಕೆ.ಮೋಸೆಸ್ ಚಲೈ, ಕಂಪನಿ ವ್ಯವಹಾರಗಳ ಸಚಿವಾಲಯ ಕಾರ್ಯದರ್ಶಿ ದೀಪ್ತಿಗೌರ್ ಮುಖರ್ಜಿ ಹಾಗೂ ಇನ್ನಿತರೆ ಅಧಿಕಾರಿಗಳು ಸಸಿಗಳನ್ನು ನೆಟ್ಟು ನೀರೆರೆದರು. ಪಲ್ಸ್ ಪೋಲಿಯೋ ಲಸಿಕಾ ಕಾರ್ಯಕ್ರಮದಲ್ಲಿ ಸಂಸದರಾದ ಈ.ತುಕಾರಾಂ, ಶಾಸಕರಾದ ಹೆಚ್.ಆರ್.ಗವಿಯಪ್ಪ, ಡಾ.ಎನ್.ಟಿ.ಶ್ರೀನಿವಾಸ್ ಮಕ್ಕಳಿಗೆ ಲಸಿಕೆ ಹಾಕಿದರು. ಕಾರ್ಯಕ್ರಮದಲ್ಲಿ ಜಿಲ್ಲಾಧಿಕಾರಿ ಕವಿತಾ ಎಸ್.ಮನ್ನಿಕೇರಿ, ಜಿಲ್ಲಾ ಪಂಚಾಯತ್ ಮುಖ್ಯ ಕಾರ್ಯನಿರ್ವಾಹಕ ಅಧಿಕಾರಿ ನೋಂಗ್ಜಾಯ್ ಮೊಹಮ್ಮದ್ ಅಕ್ರಮ್ ಅಲಿ ಷಾ, ಜಿಲ್ಲಾ ರಕ್ಷಣಾಧಿಕಾರಿ ಎಸ್.ಜಾಹ್ನವಿ, ಉಪ ಅರಣ್ಯ ಸಂರಕ್ಷಣಾಧಿಕಾರಿ ಅನುಪಮ, ಅಪರ ಜಿಲ್ಲಾಧಿಕಾರಿ ಈ.ಬಾಲಕೃಷ್ಣ ಹಾಗೂ ವಿವಿಧ ಇಲಾಖೆ ಅಧಿಕಾರಿಗಳು ಉಪಸ್ಥಿತರಿದ್ದರು. — [1252, 2007, 1492, 2247]
kadani-headline — [23, 695, 634, 802]
kadani-headline-line1: ಕಡಣಿ ಗ್ರಾಮದಲ್ಲಿ ಎಸ್‌ಬಿಐ — [129, 695, 528, 749]
kendra-subhead-bar — [23, 1955, 1492, 1997]
gavimath-headline-line2: ಹಾಸ್ಟೆಲ್ ವಿದ್ಯಾರ್ಥಿಗಳಿಗೆ ಪ್ರಸಾದ — [653, 737, 984, 776]
registration-marks-2 — [518, 2426, 556, 2443]
shivayogi-article: ಬದಲಾವಣೆ ಸುದ್ದಿ ಕೊಪ್ಪಳ: ಕೊಪ್ಪಳ ಜಿಲ್ಲಾ ಕೇಂದ್ರದಲ್ಲಿ ಜ. 15 ರಂದು ಶ್ರೀ ಶಿವಯೋಗಿ ಸಿದ್ರಾಮೇಶ್ವರ ಜಯಂತಿ ಆಚರಣೆ ಸಂಬಂಧ ಪೂರ್ವ ಸಿದ್ಧತೆಗಳನ್ನು ಕೈಗೊಳ್ಳಲು ಪೂರ್ವಭಾವಿ ಸಭೆಯನ್ನು ಡಿ. 26ರಂದು ಬೆಳಿಗ್ಗೆ 11.15 ಗಂಟೆಗೆ ಜಿಲ್ಲಾಧಿಕಾರಿಗಳ ಕಛೇರಿ ಸಭಾಂಗಣದಲ್ಲಿ ಏರ್ಪಡಿಸಲಾಗಿದೆ. ಸಭೆಯ ಅಧ್ಯಕ್ಷತೆಯನ್ನು ಕೊಪ್ಪಳ ಅಪರ ಜಿಲ್ಲಾಧಿಕಾರಿ ಸಿದ್ರಾಮೇಶ್ವರ ಅವರು ವಹಿಸುವರು. ಜಿಲ್ಲಾ ಮಟ್ಟದ ವಿವಿಧ ಇಲಾಖೆಗಳ ಅಧಿಕಾರಿಗಳು ಸಭೆಗೆ ತಪ್ಪದೇ ಹಾಜರಾಗಬೇಕು ಹಾಗೂ ಸಮಾಜದ ಮುಖಂಡರು ಈ ಸಭೆಗೆ ಆಗಮಿಸಿ ಅಗತ್ಯ ಸಲಹೆಗಳನ್ನು ನೀಡುವಂತೆ ಕನ್ನಡ ಮತ್ತು ಸಂಸ್ಕೃತಿ ಇಲಾಖೆ ಸಹಾಯಕ ನಿರ್ದೇಶಕ ಕರ್ಣಕುಮಾರ ಅವರು ಪ್ರಕಟಣೆಯಲ್ಲಿ ತಿಳಿಸಿದ್ದಾರೆ. — [1148, 956, 1481, 1112]
